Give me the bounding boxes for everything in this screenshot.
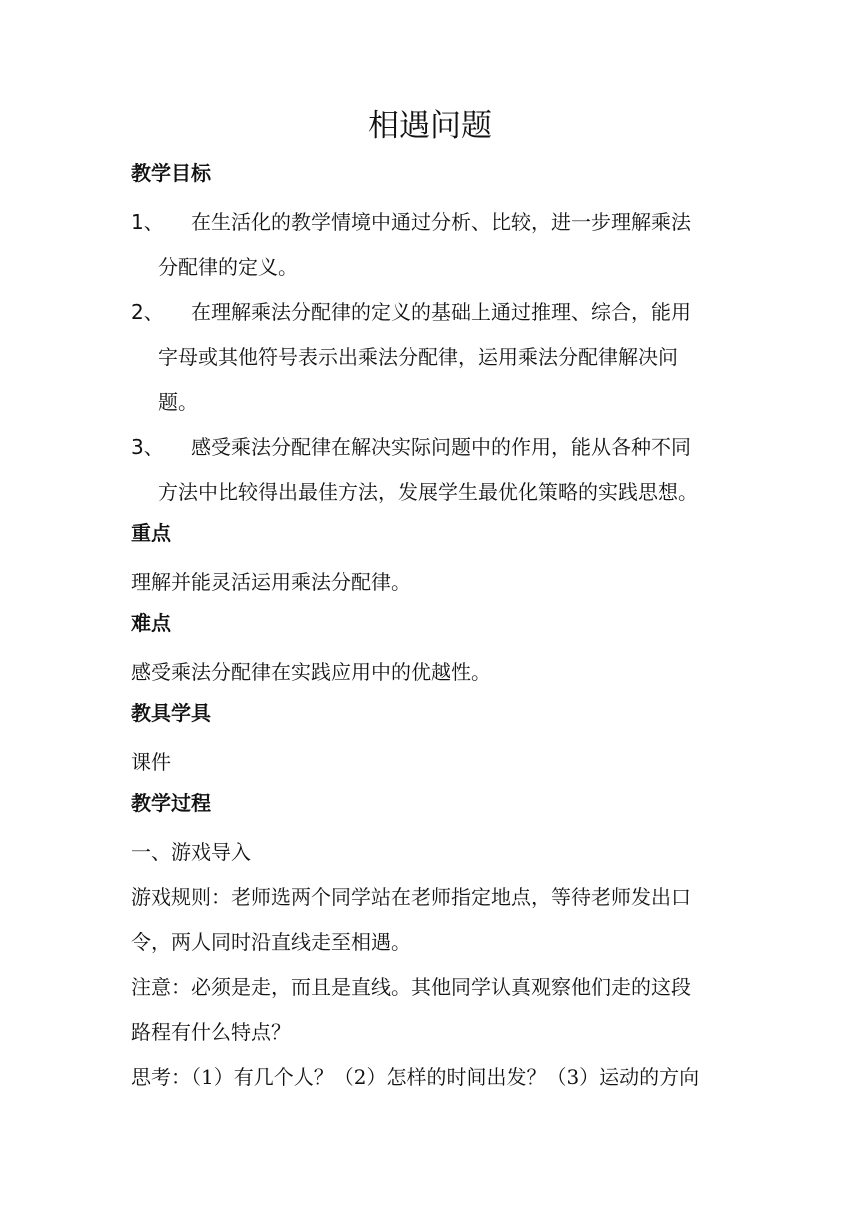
document-title: 相遇问题 [368,108,492,144]
objective-line: 感受乘法分配律在解决实际问题中的作用，能从各种不同 [191,435,691,459]
objective-line: 在理解乘法分配律的定义的基础上通过推理、综合，能用 [191,300,691,324]
objective-number: 1、 [131,210,164,234]
heading-process: 教学过程 [131,791,211,815]
objective-line: 字母或其他符号表示出乘法分配律，运用乘法分配律解决问 [158,345,678,369]
heading-objectives: 教学目标 [131,161,211,185]
objective-text [158,200,731,290]
objective-number: 2、 [131,300,164,324]
objective-number: 3、 [131,435,164,459]
key-point-text: 理解并能灵活运用乘法分配律。 [131,570,411,594]
document-body [131,155,731,1100]
heading-difficulty: 难点 [131,611,171,635]
heading-materials: 教具学具 [131,701,211,725]
objective-line: 题。 [158,390,198,414]
difficulty-text: 感受乘法分配律在实践应用中的优越性。 [131,660,491,684]
objective-line: 分配律的定义。 [158,255,298,279]
objective-item-1 [131,200,731,290]
objective-text [158,290,731,425]
heading-key-point: 重点 [131,521,171,545]
objective-item-2 [131,290,731,425]
note-line: 注意：必须是走，而且是直线。其他同学认真观察他们走的这段 [131,975,691,999]
materials-text: 课件 [131,750,171,774]
objective-text [158,425,731,515]
objective-line: 在生活化的教学情境中通过分析、比较，进一步理解乘法 [191,210,691,234]
process-step-1: 一、游戏导入 [131,840,251,864]
game-rules-line: 游戏规则：老师选两个同学站在老师指定地点，等待老师发出口 [131,885,691,909]
objective-line: 方法中比较得出最佳方法，发展学生最优化策略的实践思想。 [158,480,698,504]
game-rules-line: 令，两人同时沿直线走至相遇。 [131,930,411,954]
note-line: 路程有什么特点？ [131,1020,291,1044]
objective-item-3 [131,425,731,515]
think-line: 思考：（1）有几个人？（2）怎样的时间出发？（3）运动的方向 [131,1065,700,1089]
